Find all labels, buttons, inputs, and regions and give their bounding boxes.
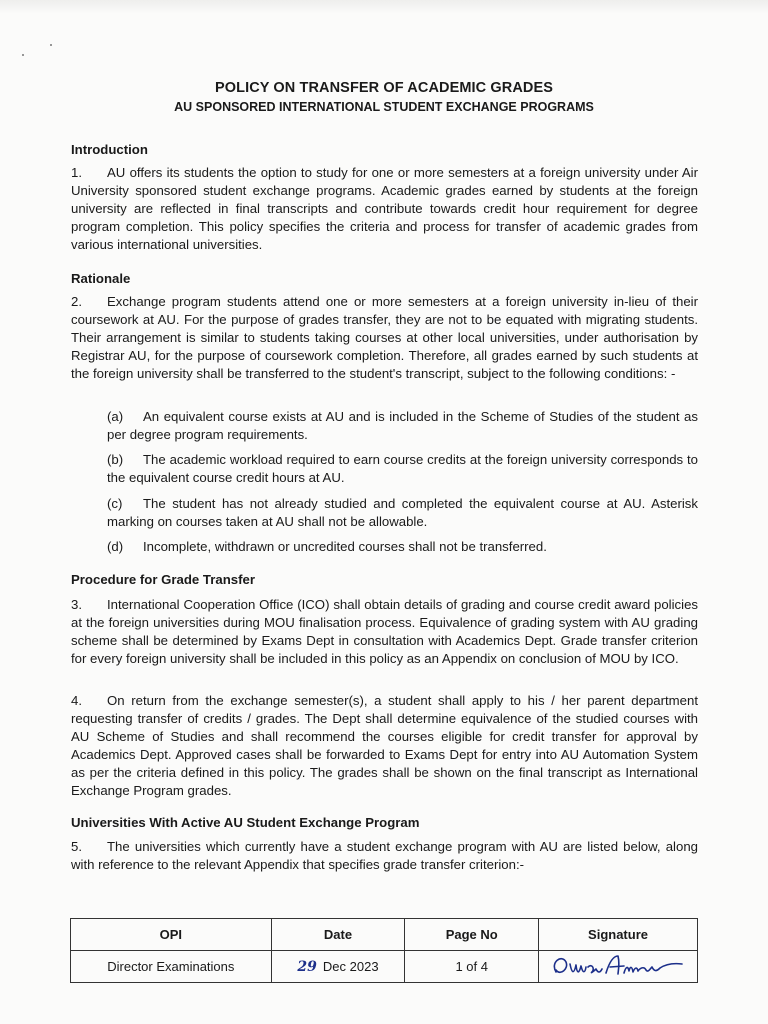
condition-b <box>107 451 698 487</box>
condition-text: Incomplete, withdrawn or uncredited courses shall not be transferred. <box>143 539 547 554</box>
cell-page: 1 of 4 <box>405 951 539 983</box>
paragraph-5 <box>71 838 698 874</box>
condition-label: (c) <box>107 496 123 511</box>
paragraph-number: 3. <box>71 597 82 612</box>
table-header-row <box>71 919 698 951</box>
paragraph-number: 2. <box>71 294 82 309</box>
paragraph-text: The universities which currently have a student exchange program with AU are listed below, along with reference to the relevant Appendix that specifies grade transfer criterion:- <box>71 839 698 872</box>
heading-rationale: Rationale <box>71 271 131 286</box>
cell-signature <box>539 951 698 983</box>
header-opi: OPI <box>71 919 272 951</box>
handwritten-day: 29 <box>297 958 317 975</box>
signature-image <box>548 952 688 982</box>
heading-introduction: Introduction <box>71 142 148 157</box>
heading-procedure: Procedure for Grade Transfer <box>71 572 255 587</box>
scan-speck <box>50 44 52 46</box>
cell-opi: Director Examinations <box>71 951 272 983</box>
condition-label: (a) <box>107 409 124 424</box>
scan-edge <box>0 0 768 14</box>
document-title: POLICY ON TRANSFER OF ACADEMIC GRADES <box>214 80 554 96</box>
condition-c <box>107 495 698 531</box>
condition-label: (b) <box>107 452 124 467</box>
paragraph-4 <box>71 692 698 800</box>
cell-date <box>271 951 405 983</box>
scan-speck <box>22 54 24 56</box>
paragraph-text: International Cooperation Office (ICO) shall obtain details of grading and course credit award policies at the foreign universities during MOU finalisation process. Equivalence of grading system with AU grading scheme shall be determined by Exams Dept in consultation with Academics Dept. Grade transfer criterion for every foreign university shall be included in this policy as an Appendix on conclusion of MOU by ICO. <box>71 597 698 666</box>
condition-text: An equivalent course exists at AU and is included in the Scheme of Studies of the student as per degree program requirements. <box>107 409 698 442</box>
condition-label: (d) <box>107 539 124 554</box>
table-row <box>71 951 698 983</box>
paragraph-3 <box>71 596 698 668</box>
condition-text: The academic workload required to earn course credits at the foreign university corresponds to the equivalent course credit hours at AU. <box>107 452 698 485</box>
condition-text: The student has not already studied and completed the equivalent course at AU. Asterisk marking on courses taken at AU shall not be allowable. <box>107 496 698 529</box>
heading-universities: Universities With Active AU Student Exchange Program <box>71 815 420 830</box>
paragraph-number: 5. <box>71 839 82 854</box>
document-subtitle: AU SPONSORED INTERNATIONAL STUDENT EXCHANGE PROGRAMS <box>174 100 594 114</box>
paragraph-1 <box>71 164 698 254</box>
header-date: Date <box>271 919 405 951</box>
document-control-table <box>70 918 698 983</box>
condition-d <box>107 538 698 556</box>
header-page: Page No <box>405 919 539 951</box>
paragraph-2 <box>71 293 698 383</box>
paragraph-number: 1. <box>71 165 82 180</box>
paragraph-number: 4. <box>71 693 82 708</box>
paragraph-text: On return from the exchange semester(s), a student shall apply to his / her parent department requesting transfer of credits / grades. The Dept shall determine equivalence of the studied courses with AU Scheme of Studies and shall recommend the courses eligible for credit transfer for approval by Academics Dept. Approved cases shall be forwarded to Exams Dept for entry into AU Automation System as per the criteria defined in this policy. The grades shall be shown on the final transcript as International Exchange Program grades. <box>71 693 698 798</box>
paragraph-text: Exchange program students attend one or more semesters at a foreign university in-lieu of their coursework at AU. For the purpose of grades transfer, they are not to be equated with migrating students. Their arrangement is similar to students taking courses at other local universities, under authorisation by Registrar AU, for the purpose of coursework completion. Therefore, all grades earned by such students at the foreign university shall be transferred to the student's transcript, subject to the following conditions: - <box>71 294 698 381</box>
condition-a <box>107 408 698 444</box>
header-signature: Signature <box>539 919 698 951</box>
paragraph-text: AU offers its students the option to study for one or more semesters at a foreign university under Air University sponsored student exchange programs. Academic grades earned by students at the foreign university are reflected in final transcripts and contribute towards credit hour requirement for degree program completion. This policy specifies the criteria and process for transfer of academic grades from various international universities. <box>71 165 698 252</box>
printed-date: Dec 2023 <box>322 958 379 974</box>
